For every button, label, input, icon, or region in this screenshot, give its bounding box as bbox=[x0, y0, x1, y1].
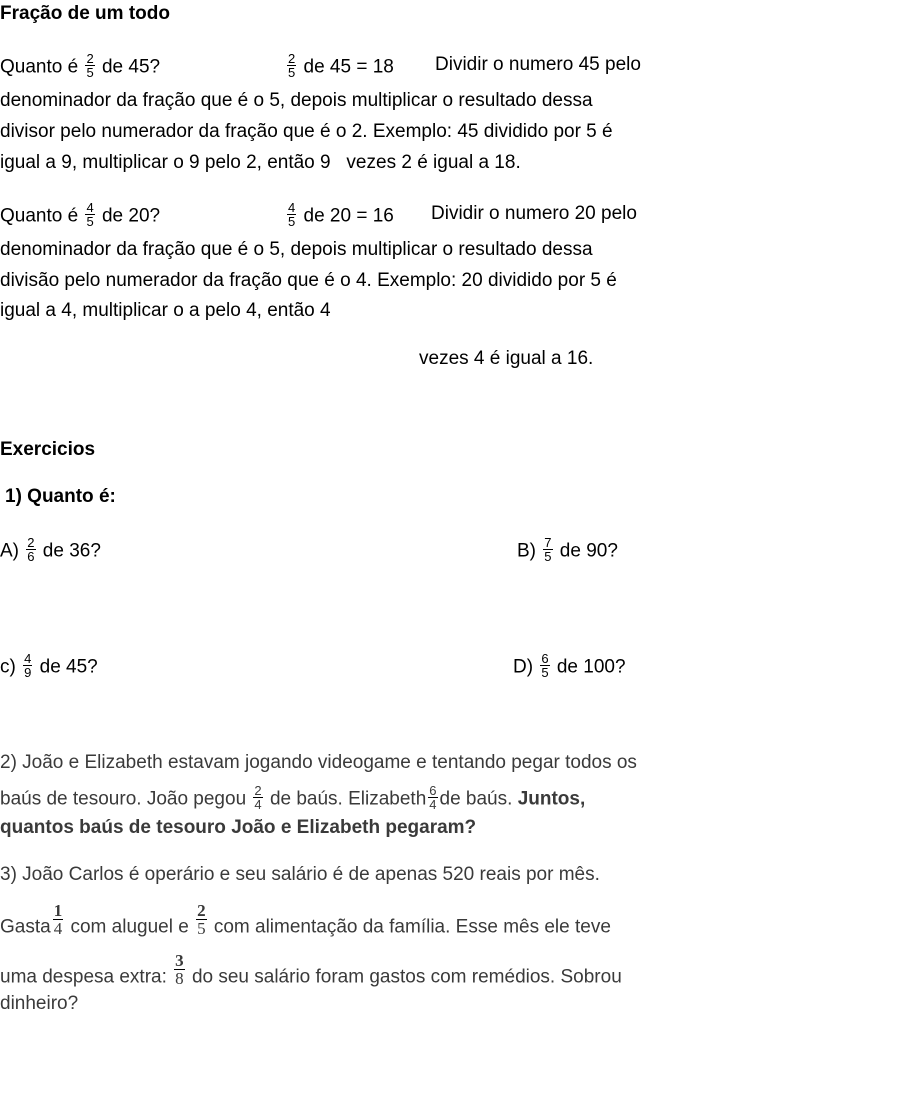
example2-answer-fraction bbox=[287, 201, 296, 228]
question2-fraction2 bbox=[428, 784, 437, 811]
question2-bold-a: Juntos, bbox=[517, 788, 586, 810]
question2-text-c: de baús. bbox=[439, 788, 513, 810]
question1-heading: 1) Quanto é: bbox=[5, 486, 116, 507]
exercise-item-label: B) bbox=[517, 540, 536, 562]
exercise-item-c bbox=[0, 651, 98, 681]
exercise-item-label: c) bbox=[0, 656, 16, 678]
numerator: 1 bbox=[53, 901, 63, 920]
example2-question bbox=[0, 200, 161, 230]
question3-line4: dinheiro? bbox=[0, 993, 79, 1014]
question2-text-a: baús de tesouro. João pegou bbox=[0, 788, 247, 810]
question3-text-b: com aluguel e bbox=[70, 916, 189, 938]
question2-line2 bbox=[0, 783, 586, 813]
exercise-item-fraction bbox=[23, 652, 32, 679]
numerator: 2 bbox=[197, 901, 206, 920]
example2-answer-text: de 20 = 16 bbox=[303, 205, 394, 227]
numerator: 2 bbox=[86, 51, 94, 66]
denominator: 5 bbox=[288, 65, 296, 80]
exercise-item-label: D) bbox=[513, 656, 534, 678]
exercise-item-text: de 100? bbox=[556, 656, 626, 678]
question3-text-e: do seu salário foram gastos com remédios. Sobrou bbox=[191, 966, 622, 988]
denominator: 6 bbox=[27, 549, 35, 564]
exercises-heading: Exercicios bbox=[0, 439, 96, 460]
exercise-item-d bbox=[513, 651, 626, 681]
question2-fraction1 bbox=[253, 784, 262, 811]
example2-question-pre: Quanto é bbox=[0, 205, 79, 227]
denominator: 8 bbox=[175, 969, 184, 988]
denominator: 5 bbox=[86, 65, 94, 80]
numerator: 6 bbox=[429, 783, 437, 798]
example1-answer bbox=[285, 51, 394, 81]
exercise-item-fraction bbox=[543, 536, 552, 563]
exercise-item-a bbox=[0, 535, 101, 565]
example1-question-post: de 45? bbox=[101, 56, 161, 78]
example1-question-pre: Quanto é bbox=[0, 56, 79, 78]
numerator: 4 bbox=[24, 651, 32, 666]
example1-answer-fraction bbox=[287, 52, 296, 79]
numerator: 6 bbox=[541, 651, 549, 666]
denominator: 5 bbox=[86, 214, 94, 229]
numerator: 4 bbox=[86, 200, 94, 215]
question3-fraction1 bbox=[53, 902, 64, 937]
example1-line2: denominador da fração que é o 5, depois multiplicar o resultado dessa bbox=[0, 90, 593, 111]
question3-line2 bbox=[0, 901, 611, 945]
example1-fraction bbox=[85, 52, 94, 79]
example2-line5: vezes 4 é igual a 16. bbox=[419, 348, 594, 369]
numerator: 2 bbox=[27, 535, 35, 550]
exercise-item-text: de 45? bbox=[39, 656, 98, 678]
question3-line1: 3) João Carlos é operário e seu salário é de apenas 520 reais por mês. bbox=[0, 864, 600, 885]
example2-fraction bbox=[85, 201, 94, 228]
example1-explain-start: Dividir o numero 45 pelo bbox=[435, 54, 641, 75]
example1-line3: divisor pelo numerador da fração que é o 2. Exemplo: 45 dividido por 5 é bbox=[0, 121, 613, 142]
example2-line2: denominador da fração que é o 5, depois multiplicar o resultado dessa bbox=[0, 239, 593, 260]
denominator: 9 bbox=[24, 665, 32, 680]
example2-explain-start: Dividir o numero 20 pelo bbox=[431, 203, 637, 224]
example2-answer bbox=[285, 200, 394, 230]
question2-text-b: de baús. Elizabeth bbox=[269, 788, 427, 810]
denominator: 5 bbox=[544, 549, 552, 564]
exercise-item-fraction bbox=[26, 536, 35, 563]
denominator: 4 bbox=[254, 797, 262, 812]
question3-text-a: Gasta bbox=[0, 916, 51, 938]
example2-question-post: de 20? bbox=[101, 205, 161, 227]
numerator: 4 bbox=[288, 200, 296, 215]
question3-line3 bbox=[0, 951, 622, 995]
denominator: 4 bbox=[53, 919, 63, 938]
numerator: 7 bbox=[544, 535, 552, 550]
denominator: 5 bbox=[541, 665, 549, 680]
example2-line3: divisão pelo numerador da fração que é o 4. Exemplo: 20 dividido por 5 é bbox=[0, 270, 617, 291]
example1-line4: igual a 9, multiplicar o 9 pelo 2, então 9 vezes 2 é igual a 18. bbox=[0, 152, 521, 173]
exercise-item-b bbox=[517, 535, 618, 565]
exercise-item-label: A) bbox=[0, 540, 19, 562]
exercise-item-fraction bbox=[540, 652, 549, 679]
question3-text-d: uma despesa extra: bbox=[0, 966, 167, 988]
question3-fraction2 bbox=[196, 902, 207, 937]
example2-line4: igual a 4, multiplicar o a pelo 4, então 4 bbox=[0, 300, 331, 321]
question2-line3: quantos baús de tesouro João e Elizabeth pegaram? bbox=[0, 817, 477, 838]
denominator: 4 bbox=[429, 797, 437, 812]
exercise-item-text: de 36? bbox=[42, 540, 101, 562]
numerator: 2 bbox=[288, 51, 296, 66]
question3-fraction3 bbox=[174, 952, 185, 987]
example1-question bbox=[0, 51, 161, 81]
exercise-item-text: de 90? bbox=[559, 540, 618, 562]
denominator: 5 bbox=[197, 919, 206, 938]
numerator: 3 bbox=[175, 951, 184, 970]
example1-answer-text: de 45 = 18 bbox=[303, 56, 394, 78]
denominator: 5 bbox=[288, 214, 296, 229]
question2-line1: 2) João e Elizabeth estavam jogando videogame e tentando pegar todos os bbox=[0, 752, 637, 773]
page-title: Fração de um todo bbox=[0, 3, 170, 24]
question3-text-c: com alimentação da família. Esse mês ele teve bbox=[213, 916, 611, 938]
numerator: 2 bbox=[254, 783, 262, 798]
